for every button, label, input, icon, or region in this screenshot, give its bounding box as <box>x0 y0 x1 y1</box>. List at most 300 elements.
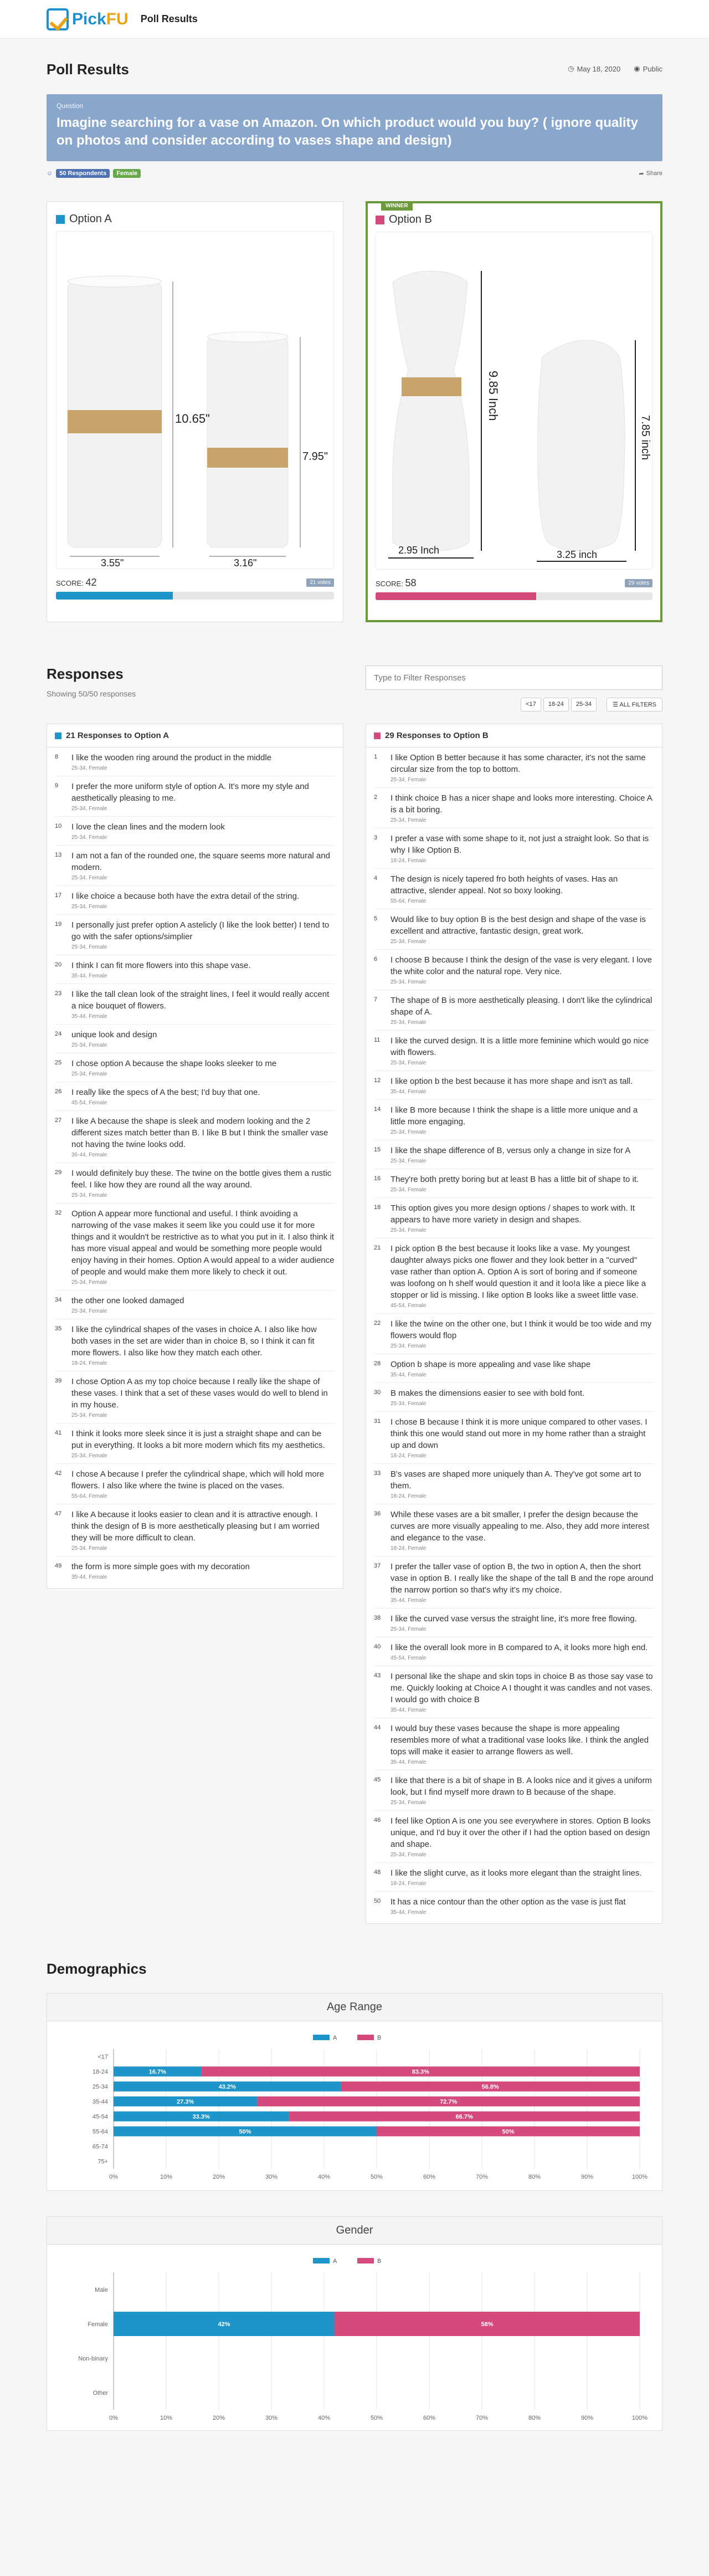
option-b-votes: 29 votes <box>625 579 653 587</box>
poll-date-text: May 18, 2020 <box>577 64 621 73</box>
vase-b-width2-label: 3.25 inch <box>557 549 598 561</box>
response-item <box>55 1290 335 1319</box>
option-b-card <box>366 201 662 622</box>
response-demographic: 25-34, Female <box>391 1060 427 1067</box>
option-b-responses-title: 29 Responses to Option B <box>385 731 489 741</box>
response-number: 33 <box>374 1470 381 1477</box>
response-number: 32 <box>55 1210 62 1217</box>
legend-swatch-a <box>313 2035 330 2040</box>
response-item <box>55 1423 335 1464</box>
response-demographic: 35-44, Female <box>391 1707 427 1714</box>
response-text: The design is nicely tapered fro both heights of vases. Has an attractive, slender appeal. Not so boxy looking. <box>391 874 618 896</box>
response-demographic: 55-64, Female <box>391 898 427 905</box>
age-range-chart-card <box>47 1993 662 2191</box>
response-number: 14 <box>374 1106 381 1113</box>
x-tick-label: 10% <box>160 2174 173 2181</box>
response-item <box>374 1383 654 1412</box>
response-text: B makes the dimensions easier to see with bold font. <box>391 1389 585 1399</box>
vase-a-short-top <box>207 332 288 342</box>
response-item <box>55 886 335 915</box>
response-demographic: 25-34, Female <box>71 834 107 841</box>
response-text: I personally just prefer option A astelicly (I like the look better) I tend to go with the safer options/simplier <box>71 920 330 942</box>
option-b-vases-illustration <box>376 232 654 569</box>
clock-icon: ◷ <box>568 64 574 73</box>
bar-value-label: 83.3% <box>412 2068 429 2076</box>
response-demographic: 25-34, Female <box>71 1308 107 1315</box>
response-number: 45 <box>374 1776 381 1784</box>
response-item <box>374 1609 654 1637</box>
response-number: 29 <box>55 1169 62 1176</box>
response-text: I like A because it looks easier to clean and it is attractive enough. I think the design of B is more aesthetically pleasing but I am worried they will be more difficult to clean. <box>71 1510 320 1543</box>
response-number: 50 <box>374 1898 381 1905</box>
response-number: 24 <box>55 1031 62 1038</box>
response-item <box>374 1100 654 1140</box>
response-item <box>374 1556 654 1609</box>
top-bar <box>0 0 709 39</box>
bar-value-label: 50% <box>502 2128 515 2135</box>
option-a-vases-illustration <box>56 232 335 569</box>
response-text: I like choice a because both have the extra detail of the string. <box>71 892 300 902</box>
people-icon: ☺ <box>47 170 53 177</box>
option-b-score-bar <box>376 592 653 600</box>
legend-label-b: B <box>377 2258 382 2265</box>
option-a-responses-title: 21 Responses to Option A <box>66 731 169 741</box>
poll-visibility-text: Public <box>643 64 662 73</box>
category-label: Male <box>95 2287 108 2294</box>
response-text: This option gives you more design options / shapes to work with. It appears to have more variety in design and shapes. <box>391 1204 635 1225</box>
winner-badge: WINNER <box>381 201 413 211</box>
response-text: I would buy these vases because the shape is more appealing resembles more of what a traditional vase looks like. I think the angled tops will make it easier to arrange flowers as well. <box>391 1724 649 1757</box>
response-demographic: 25-34, Female <box>391 1129 427 1136</box>
vase-a-height-label: 10.65" <box>175 412 210 426</box>
response-text: I like that there is a bit of shape in B. A looks nice and it gives a uniform look, but I find myself more drawn to B because of the shape. <box>391 1776 652 1797</box>
response-text: The shape of B is more aesthetically pleasing. I don't like the cylindrical shape of A. <box>391 996 653 1017</box>
bar-value-label: 42% <box>218 2321 230 2328</box>
response-demographic: 25-34, Female <box>71 1412 107 1419</box>
option-b-responses <box>366 724 662 1924</box>
response-item <box>374 1169 654 1198</box>
response-demographic: 45-54, Female <box>391 1303 427 1309</box>
response-demographic: 35-44, Female <box>71 1574 107 1581</box>
response-number: 2 <box>374 794 378 801</box>
response-demographic: 25-34, Female <box>391 1800 427 1806</box>
logo-text-pick: Pick <box>72 9 106 28</box>
x-tick-label: 0% <box>109 2174 118 2181</box>
response-item <box>374 1238 654 1314</box>
response-text: I chose Option A as my top choice because I really like the shape of these vases. I think that a set of these vases would do well to blend in in my house. <box>71 1377 328 1410</box>
age-range-chart-title: Age Range <box>47 1994 662 2021</box>
response-item <box>374 1770 654 1811</box>
category-label: <17 <box>97 2053 108 2061</box>
response-number: 44 <box>374 1724 381 1732</box>
vase-a-short-twine <box>207 448 288 468</box>
response-number: 39 <box>55 1377 62 1385</box>
bar-value-label: 66.7% <box>455 2113 473 2121</box>
response-demographic: 25-34, Female <box>391 1227 427 1234</box>
option-a-score-label: SCORE: <box>56 579 84 588</box>
response-number: 15 <box>374 1146 381 1154</box>
response-item <box>374 869 654 909</box>
filter-age-under-17[interactable]: <17 <box>521 698 541 711</box>
x-tick-label: 20% <box>212 2174 225 2181</box>
option-a-title-text: Option A <box>69 213 112 226</box>
response-text: I think choice B has a nicer shape and looks more interesting. Choice A is a bit boring. <box>391 793 652 815</box>
response-item <box>55 1371 335 1423</box>
eye-icon: ◉ <box>634 64 640 73</box>
response-item <box>55 1204 335 1290</box>
option-a-color-swatch <box>56 215 65 224</box>
response-text: I like A because the shape is sleek and modern looking and the 2 different sizes match better than B. I like B but I think the smaller vase not having the twine looks odd. <box>71 1117 328 1150</box>
x-tick-label: 100% <box>631 2415 648 2422</box>
option-b-title <box>376 213 653 226</box>
response-number: 18 <box>374 1204 381 1211</box>
vase-a-height2-label: 7.95" <box>302 450 328 463</box>
logo-check-icon <box>47 8 69 30</box>
question-meta <box>47 168 662 179</box>
x-tick-label: 70% <box>475 2415 489 2422</box>
vase-a-width2-label: 3.16" <box>234 557 257 569</box>
vase-b-height2-label: 7.85 inch <box>639 415 651 460</box>
response-demographic: 25-34, Female <box>391 939 427 945</box>
response-item <box>55 1163 335 1204</box>
response-text: I think I can fit more flowers into this shape vase. <box>71 961 251 971</box>
poll-meta <box>568 64 662 73</box>
response-number: 6 <box>374 956 378 963</box>
response-number: 47 <box>55 1510 62 1518</box>
response-number: 46 <box>374 1817 381 1824</box>
response-item <box>55 984 335 1025</box>
page-title: Poll Results <box>47 61 129 78</box>
response-demographic: 25-34, Female <box>391 1158 427 1165</box>
response-number: 38 <box>374 1615 381 1622</box>
option-a-image <box>56 231 334 569</box>
response-number: 21 <box>374 1245 381 1252</box>
bar-value-label: 27.3% <box>177 2098 194 2106</box>
gender-chart-card <box>47 2216 662 2431</box>
response-item <box>55 1504 335 1556</box>
category-label: 75+ <box>97 2158 108 2165</box>
response-text: I like the slight curve, as it looks more elegant than the straight lines. <box>391 1868 642 1878</box>
response-demographic: 25-34, Female <box>71 1042 107 1049</box>
option-b-responses-swatch <box>374 733 381 739</box>
response-demographic: 35-44, Female <box>71 973 107 980</box>
option-a-response-list <box>47 747 343 1588</box>
x-tick-label: 40% <box>317 2174 331 2181</box>
x-tick-label: 80% <box>528 2415 541 2422</box>
response-text: I like the twine on the other one, but I think it would be too wide and my flowers would flop <box>391 1319 652 1341</box>
response-demographic: 25-34, Female <box>391 979 427 986</box>
response-item <box>55 846 335 886</box>
topbar-title: Poll Results <box>140 13 198 24</box>
option-b-score-label: SCORE: <box>376 580 403 588</box>
response-number: 49 <box>55 1563 62 1570</box>
response-item <box>55 1082 335 1111</box>
bar-value-label: 58% <box>481 2321 494 2328</box>
vase-a-short <box>207 337 288 547</box>
response-text: I choose B because I think the design of the vase is very elegant. I love the white color and the natural rope. Very nice. <box>391 955 652 977</box>
response-text: I like the curved design. It is a little more feminine which would go nice with flowers. <box>391 1036 649 1058</box>
bar-value-label: 56.8% <box>481 2083 499 2091</box>
response-text: Would like to buy option B is the best design and shape of the vase is excellent and attractive, fantastic design, great work. <box>391 915 646 936</box>
response-number: 30 <box>374 1389 381 1396</box>
response-item <box>374 1071 654 1100</box>
respondents-badge: 50 Respondents <box>56 169 110 178</box>
response-item <box>374 1666 654 1718</box>
page-header <box>47 57 662 83</box>
responses-columns <box>47 724 662 1924</box>
response-demographic: 25-34, Female <box>71 1453 107 1459</box>
response-item <box>374 1354 654 1383</box>
response-item <box>55 1025 335 1053</box>
response-item <box>55 1319 335 1371</box>
response-demographic: 25-34, Female <box>71 875 107 882</box>
option-b-responses-header <box>366 724 662 747</box>
responses-count: Showing 50/50 responses <box>47 689 136 699</box>
response-demographic: 25-34, Female <box>391 1187 427 1194</box>
chart-legend <box>313 2258 381 2265</box>
response-text: I like option b the best because it has more shape and isn't as tall. <box>391 1077 633 1087</box>
response-text: I like the cylindrical shapes of the vases in choice A. I also like how both vases in the set are wider than in choice B, so I think it can fit more flowers. I also like how they match each other. <box>71 1325 317 1358</box>
demographics-title: Demographics <box>47 1960 147 1978</box>
share-label: Share <box>646 170 662 177</box>
response-demographic: 25-34, Female <box>71 765 107 772</box>
response-item <box>55 776 335 817</box>
option-a-responses <box>47 724 343 1589</box>
response-number: 41 <box>55 1430 62 1437</box>
response-item <box>374 1637 654 1666</box>
bar-value-label: 43.2% <box>218 2083 236 2091</box>
response-item <box>55 1053 335 1082</box>
response-item <box>374 1863 654 1892</box>
response-text: I think it looks more sleek since it is just a straight shape and can be put in everything. It looks a bit more modern which fits my aesthetics. <box>71 1429 325 1451</box>
response-text: I really like the specs of A the best; I'd buy that one. <box>71 1088 260 1098</box>
response-number: 5 <box>374 915 378 923</box>
bar-value-label: 50% <box>239 2128 251 2135</box>
response-number: 28 <box>374 1360 381 1368</box>
x-tick-label: 100% <box>631 2174 648 2181</box>
option-b-title-text: Option B <box>389 213 432 226</box>
response-demographic: 25-34, Female <box>71 1192 107 1199</box>
response-demographic: 25-34, Female <box>391 1852 427 1858</box>
response-item <box>374 1140 654 1169</box>
option-b-score-bar-fill <box>376 592 536 600</box>
filter-buttons <box>366 698 662 711</box>
category-label: 25-34 <box>92 2083 108 2091</box>
category-label: Female <box>88 2321 108 2328</box>
option-a-responses-header <box>47 724 343 747</box>
response-item <box>55 1464 335 1504</box>
response-number: 42 <box>55 1470 62 1477</box>
response-number: 16 <box>374 1175 381 1182</box>
x-tick-label: 30% <box>265 2415 278 2422</box>
response-number: 17 <box>55 892 62 899</box>
response-item <box>374 1892 654 1920</box>
response-item <box>55 747 335 776</box>
option-b-color-swatch <box>376 216 384 224</box>
response-text: the other one looked damaged <box>71 1296 184 1306</box>
vase-a-tall-twine <box>68 410 162 433</box>
response-demographic: 35-44, Female <box>71 1152 107 1159</box>
response-text: I like the wooden ring around the product in the middle <box>71 753 272 763</box>
response-item <box>374 1504 654 1556</box>
response-demographic: 25-34, Female <box>391 1626 427 1633</box>
response-item <box>55 1556 335 1585</box>
option-a-score-bar-fill <box>56 592 173 600</box>
x-tick-label: 40% <box>317 2415 331 2422</box>
vase-b-tall-twine <box>402 377 461 396</box>
category-label: 35-44 <box>92 2098 108 2106</box>
response-demographic: 18-24, Female <box>391 1453 427 1459</box>
response-number: 20 <box>55 961 62 969</box>
gender-chart-body <box>47 2245 662 2430</box>
chart-legend <box>313 2035 381 2041</box>
all-filters-button[interactable] <box>607 698 662 711</box>
response-text: I pick option B the best because it looks like a vase. My youngest daughter always picks one flower and they look better in a "curved" vase rather than option A. Option A is sort of boring and if someone was loofong on h shelf would question it and it loo!a like a piece like a stopper or lid is missing. I like option B looks like a sweet little vase. <box>391 1244 646 1300</box>
response-demographic: 25-34, Female <box>391 777 427 783</box>
option-a-score-row <box>56 577 334 588</box>
response-number: 1 <box>374 754 378 761</box>
response-demographic: 25-34, Female <box>391 1020 427 1026</box>
age-range-chart <box>47 2021 662 2188</box>
response-text: I like the tall clean look of the straight lines, I feel it would really accent a nice bouquet of flowers. <box>71 990 330 1011</box>
response-demographic: 18-24, Female <box>391 1881 427 1887</box>
response-text: They're both pretty boring but at least B has a little bit of shape to it. <box>391 1175 639 1185</box>
response-item <box>374 950 654 990</box>
response-number: 11 <box>374 1037 381 1044</box>
response-number: 43 <box>374 1672 381 1679</box>
vase-a-width1-label: 3.55" <box>101 557 124 569</box>
response-text: I love the clean lines and the modern look <box>71 822 225 832</box>
x-tick-label: 10% <box>160 2415 173 2422</box>
response-number: 13 <box>55 852 62 859</box>
bar-value-label: 33.3% <box>192 2113 210 2121</box>
response-demographic: 25-34, Female <box>391 1343 427 1350</box>
x-tick-label: 70% <box>475 2174 489 2181</box>
response-item <box>374 1811 654 1863</box>
options-row <box>47 201 662 622</box>
option-a-title <box>56 213 334 226</box>
response-text: I like the curved vase versus the straight line, it's more free flowing. <box>391 1614 637 1624</box>
filter-area <box>366 665 662 711</box>
legend-label-a: A <box>333 2035 337 2042</box>
response-number: 4 <box>374 875 378 882</box>
response-text: I prefer the taller vase of option B, the two in option A, then the short vase in option B. I really like the shape of the tall B and the rope around the narrow portion so that's why it's my choice. <box>391 1562 654 1595</box>
x-tick-label: 60% <box>423 2415 436 2422</box>
responses-title: Responses <box>47 665 124 683</box>
response-demographic: 18-24, Female <box>391 858 427 864</box>
option-a-score-bar <box>56 592 334 600</box>
response-number: 8 <box>55 754 59 761</box>
filter-responses-input[interactable] <box>366 665 662 690</box>
category-label: 18-24 <box>92 2068 108 2076</box>
response-demographic: 35-44, Female <box>391 1909 427 1916</box>
vase-b-height-label: 9.85 Inch <box>486 371 500 421</box>
response-number: 40 <box>374 1643 381 1651</box>
logo[interactable] <box>47 8 129 30</box>
category-label: Other <box>93 2390 108 2397</box>
response-number: 35 <box>55 1325 62 1333</box>
response-demographic: 35-44, Female <box>391 1597 427 1604</box>
vase-b-short <box>538 340 625 551</box>
category-label: 65-74 <box>92 2143 108 2150</box>
response-number: 12 <box>374 1077 381 1084</box>
x-tick-label: 80% <box>528 2174 541 2181</box>
response-text: I chose B because I think it is more unique compared to other vases. I think this one would stand out more in my home rather than a straight up and down <box>391 1417 648 1451</box>
response-item <box>374 909 654 950</box>
response-item <box>55 1111 335 1163</box>
response-demographic: 55-64, Female <box>71 1493 107 1500</box>
response-item <box>374 1314 654 1354</box>
response-item <box>374 1464 654 1504</box>
audience-badge: Female <box>113 169 141 178</box>
filter-icon: ☰ <box>613 701 620 709</box>
response-demographic: 25-34, Female <box>71 904 107 910</box>
filter-age-18-24[interactable]: 18-24 <box>543 698 569 711</box>
poll-date <box>568 64 620 73</box>
response-text: While these vases are a bit smaller, I prefer the design because the curves are more visually appealing to me. Also, they add more interest and elegance to the vase. <box>391 1510 649 1543</box>
response-text: I like B more because I think the shape is a little more unique and a little more engaging. <box>391 1105 638 1127</box>
age-range-chart-body <box>47 2021 662 2190</box>
bar-value-label: 72.7% <box>440 2098 458 2106</box>
response-text: I prefer a vase with some shape to it, not just a straight look. So that is why I like Option B. <box>391 834 649 856</box>
response-text: I feel like Option A is one you see everywhere in stores. Option B looks unique, and I'd buy it over the other if I had the option based on design and shape. <box>391 1816 651 1850</box>
response-demographic: 25-34, Female <box>71 1279 107 1286</box>
response-text: I like the overall look more in B compared to A, it looks more high end. <box>391 1643 648 1653</box>
x-tick-label: 0% <box>109 2415 118 2422</box>
option-a-score: 42 <box>85 577 97 588</box>
response-number: 3 <box>374 834 378 842</box>
gender-chart-title: Gender <box>47 2217 662 2245</box>
response-number: 22 <box>374 1320 381 1327</box>
response-text: I would definitely buy these. The twine on the bottle gives them a rustic feel. I like how they are round all the way around. <box>71 1169 332 1190</box>
legend-label-b: B <box>377 2035 382 2042</box>
response-item <box>55 915 335 955</box>
filter-age-25-34[interactable]: 25-34 <box>571 698 597 711</box>
option-b-image <box>376 232 653 570</box>
legend-swatch-b <box>357 2258 374 2263</box>
category-label: 55-64 <box>92 2128 108 2135</box>
response-demographic: 25-34, Female <box>71 944 107 951</box>
response-item <box>374 788 654 828</box>
x-tick-label: 30% <box>265 2174 278 2181</box>
option-a-card <box>47 201 343 622</box>
response-number: 37 <box>374 1563 381 1570</box>
response-number: 19 <box>55 921 62 928</box>
vase-b-width1-label: 2.95 Inch <box>398 545 440 556</box>
response-demographic: 25-34, Female <box>71 806 107 812</box>
response-item <box>374 1198 654 1238</box>
response-demographic: 25-34, Female <box>71 1545 107 1552</box>
vase-b-tall <box>393 271 469 551</box>
response-text: I am not a fan of the rounded one, the square seems more natural and modern. <box>71 851 330 873</box>
logo-text-fu: FU <box>106 9 129 28</box>
legend-label-a: A <box>333 2258 337 2265</box>
responses-header <box>47 665 662 711</box>
poll-visibility <box>634 64 662 73</box>
response-item <box>374 1412 654 1464</box>
response-number: 10 <box>55 823 62 830</box>
gender-chart <box>47 2245 662 2428</box>
response-demographic: 45-54, Female <box>391 1655 427 1662</box>
response-demographic: 25-34, Female <box>391 1401 427 1407</box>
bar-value-label: 16.7% <box>148 2068 166 2076</box>
share-link[interactable] <box>639 170 662 177</box>
response-text: B's vases are shaped more uniquely than A. They've got some art to them. <box>391 1469 641 1491</box>
response-text: I personal like the shape and skin tops in choice B as those say vase to me. Quickly looking at Choice A I thought it was candles and not vases. I would go with choice B <box>391 1672 653 1705</box>
all-filters-label: ALL FILTERS <box>619 701 656 709</box>
response-text: I chose option A because the shape looks sleeker to me <box>71 1059 277 1069</box>
response-item <box>374 828 654 869</box>
